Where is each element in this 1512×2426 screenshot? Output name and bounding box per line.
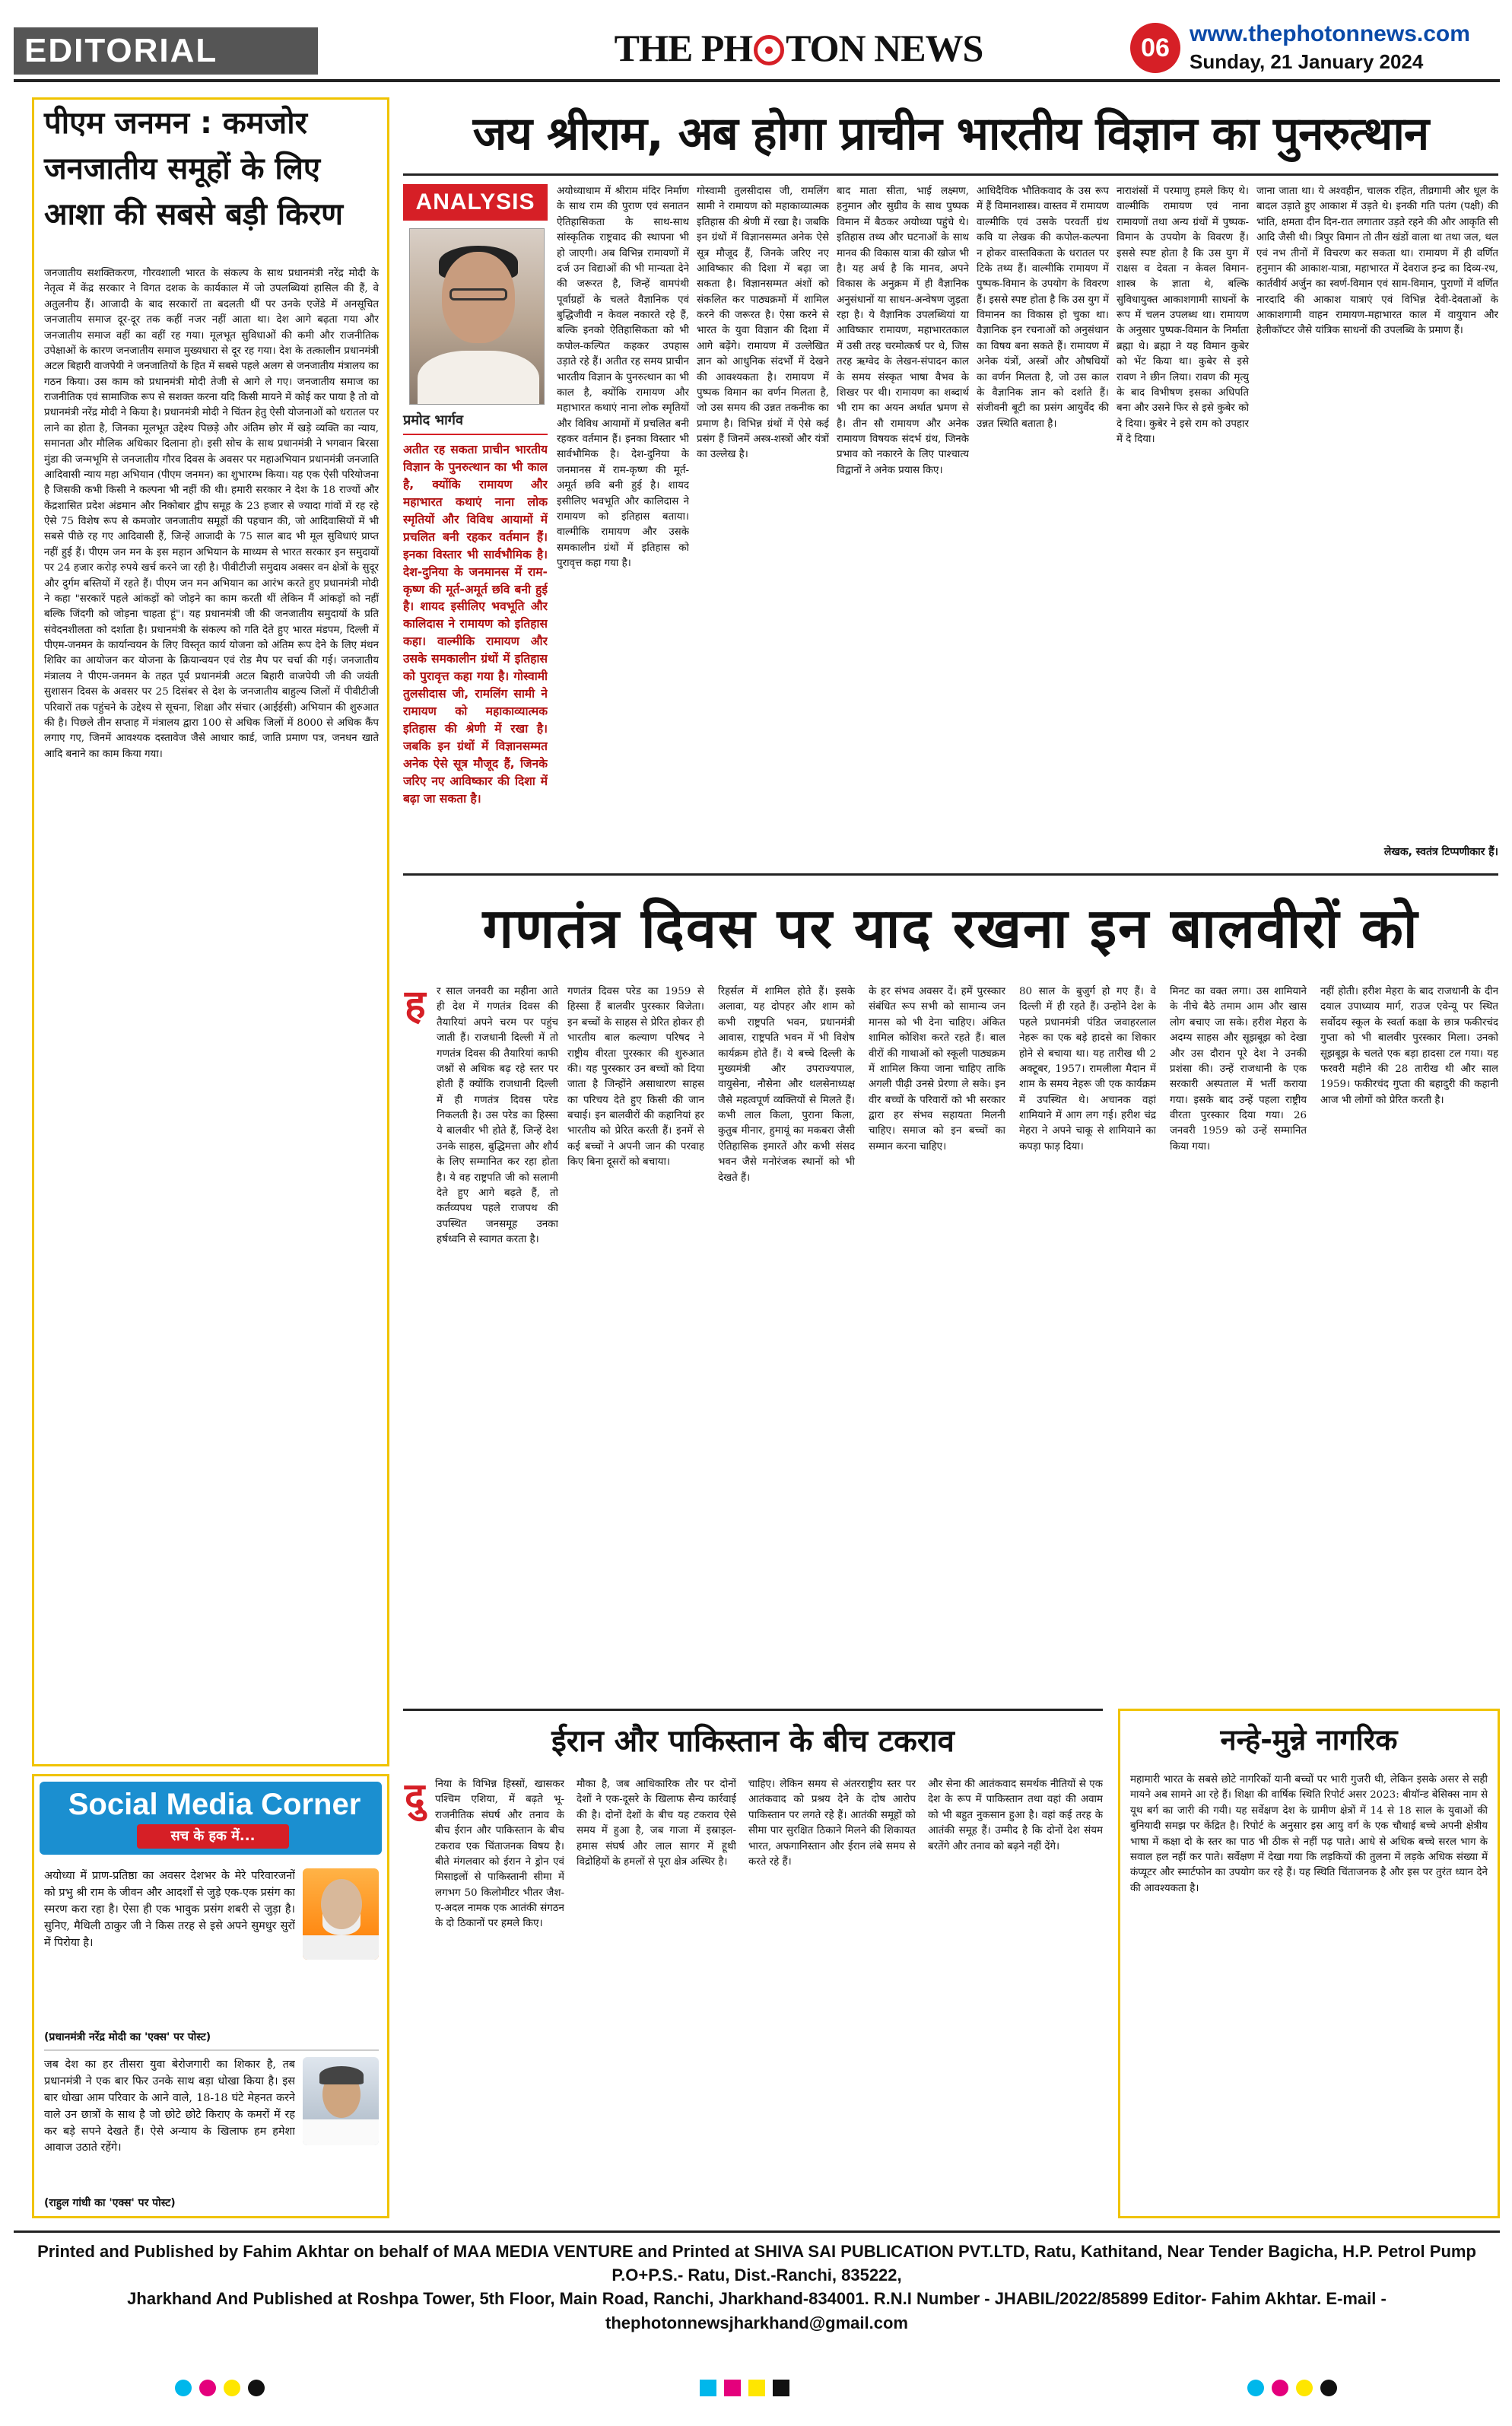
republic-column: 80 साल के बुजुर्ग हो गए हैं। वे दिल्ली में ही रहते हैं। उन्होंने देश के पहले प्रधानमंत्री पंडित जवाहरलाल नेहरू का एक बड़े हादसे का शिकार होने से बचाया था। यह तारीख थी 2 अक्टूबर, 1957। रामलीला मैदान में शाम के समय नेहरू जी एक कार्यक्रम में उपस्थित थे। अचानक वहां शामियाने में आग लग गई। हरीश चंद्र मेहरा ने अपने चाकू से शामियाने का कपड़ा फाड़ दिया।	[1019, 986, 1156, 1153]
iran-column: निया के विभिन्न हिस्सों, खासकर पश्चिम एशिया, में बढ़ते भू-राजनीतिक संघर्ष और तनाव के बीच ईरान और पाकिस्तान के बीच टकराव एक चिंताजनक विषय है। बीते मंगलवार को ईरान ने ड्रोन एवं मिसाइलों से पाकिस्तानी सीमा में लगभग 50 किलोमीटर भीतर जैश-ए-अदल नामक एक आतंकी संगठन के दो ठिकानों पर हमले किए।	[435, 1779, 564, 1930]
brand-right: TON NEWS	[786, 27, 983, 69]
magenta-square-icon	[724, 2380, 741, 2396]
magenta-dot-icon	[1272, 2380, 1288, 2396]
masthead-divider	[14, 79, 1500, 82]
black-dot-icon	[1320, 2380, 1337, 2396]
section-divider	[403, 873, 1498, 876]
social-media-title: Social Media Corner	[68, 1788, 361, 1821]
yellow-dot-icon	[224, 2380, 240, 2396]
drop-cap: दु	[405, 1775, 425, 1819]
website-link[interactable]: www.thephotonnews.com	[1190, 21, 1470, 46]
avatar	[303, 2057, 379, 2145]
cyan-dot-icon	[1247, 2380, 1264, 2396]
yellow-square-icon	[748, 2380, 765, 2396]
cyan-square-icon	[700, 2380, 716, 2396]
analysis-headline[interactable]: जय श्रीराम, अब होगा प्राचीन भारतीय विज्ञान का पुनरुत्थान	[472, 107, 1429, 161]
republic-column: मिनट का वक्त लगा। उस शामियाने के नीचे बैठे तमाम आम और खास लोग बचाए जा सके। हरीश मेहरा के अदम्य साहस और सूझबूझ को देखा और उस दौरान पूरे देश ने उनकी प्रशंसा की। उन्हें राजधानी के एक सरकारी अस्पताल में भर्ती कराया गया। इसके बाद उन्हें पहला राष्ट्रीय वीरता पुरस्कार दिया गया। 26 जनवरी 1959 को उन्हें सम्मानित किया गया।	[1170, 986, 1307, 1153]
issue-date: Sunday, 21 January 2024	[1190, 50, 1424, 73]
avatar	[303, 1868, 379, 1960]
author-name: प्रमोद भार्गव	[403, 412, 463, 428]
brand-left: THE PH	[614, 27, 753, 69]
post-attribution: (प्रधानमंत्री नरेंद्र मोदी का 'एक्स' पर पोस्ट)	[44, 2031, 211, 2043]
page-number: 06	[1130, 23, 1180, 73]
headline-divider	[403, 173, 1498, 176]
photon-o-icon	[754, 35, 784, 65]
iran-pakistan-headline[interactable]: ईरान और पाकिस्तान के बीच टकराव	[551, 1724, 955, 1759]
drop-cap: ह	[405, 982, 426, 1028]
analysis-label: ANALYSIS	[403, 184, 548, 221]
registration-marks	[0, 2374, 1512, 2404]
republic-column: गणतंत्र दिवस परेड का 1959 से हिस्सा हैं बालवीर पुरस्कार विजेता। इन बच्चों के साहस से प्रेरित होकर ही भारतीय बाल कल्याण परिषद ने राष्ट्रीय वीरता पुरस्कार की शुरुआत की। यह पुरस्कार उन बच्चों को दिया जाता है जिन्होंने असाधारण साहस का परिचय देते हुए किसी की जान बचाई। इन बालवीरों की कहानियां हर भारतीय को प्रेरित करती हैं। इनमें से कई बच्चों ने अपनी जान की परवाह किए बिना दूसरों को बचाया।	[567, 986, 704, 1168]
section-tag: EDITORIAL	[14, 27, 318, 75]
republic-column: नहीं होती। हरीश मेहरा के बाद राजधानी के दीन दयाल उपाध्याय मार्ग, राउज एवेन्यू पर स्थित सर्वोदय स्कूल के स्वर्ता कक्षा के छात्र फकीरचंद गुप्ता को भी बालवीर पुरस्कार मिला। उनको सूझबूझ के चलते एक बड़ा हादसा टल गया। यह फरवरी महीने की 28 तारीख थी और साल 1959। फकीरचंद गुप्ता की बहादुरी की कहानी आज भी लोगों को प्रेरित करती है।	[1320, 986, 1498, 1106]
social-media-tagline: सच के हक में...	[137, 1824, 289, 1849]
author-divider	[403, 434, 548, 435]
republic-column: र साल जनवरी का महीना आते ही देश में गणतंत्र दिवस की तैयारियां अपने चरम पर पहुंच जाती हैं। राजधानी दिल्ली में तो गणतंत्र दिवस की तैयारियां काफी जश्नों से अधिक बढ़ रहे स्तर पर होती हैं क्योंकि राजधानी दिल्ली में ही गणतंत्र दिवस परेड निकलती है। उस परेड का हिस्सा ये बालवीर भी होते हैं, जिन्हें देश उनके साहस, बुद्धिमत्ता और शौर्य के लिए सम्मानित कर रहा होता है। ये वह राष्ट्रपति जी को सलामी देते हुए आगे बढ़ते हैं, तो कर्तव्यपथ पहले राजपथ की उपस्थित जनसमूह उनका हर्षध्वनि से स्वागत करता है।	[437, 986, 558, 1245]
post-divider	[44, 2049, 379, 2051]
imprint-line	[14, 2240, 1500, 2335]
citizens-headline[interactable]: नन्हे-मुन्ने नागरिक	[1220, 1723, 1398, 1757]
iran-column: मौका है, जब आधिकारिक तौर पर दोनों देशों ने एक-दूसरे के खिलाफ सैन्य कार्रवाई की है। दोनों देशों के बीच यह टकराव ऐसे समय में हुआ है, जब गाजा में इस्राइल-हमास संघर्ष और लाल सागर में हूथी विद्रोहियों के हमलों से पूरा क्षेत्र अस्थिर है।	[577, 1779, 736, 1868]
social-post: अयोध्या में प्राण-प्रतिष्ठा का अवसर देशभर के मेरे परिवारजनों को प्रभु श्री राम के जीवन और आदर्शों से जुड़े एक-एक प्रसंग का स्मरण करा रहा है। ऐसा ही एक भावुक प्रसंग शबरी से जुड़ा है। सुनिए, मैथिली ठाकुर जी ने किस तरह से इसे अपने सुमधुर सुरों में पिरोया है।	[44, 1870, 295, 1949]
imprint-line-1: Printed and Published by Fahim Akhtar on behalf of MAA MEDIA VENTURE and Printed at SHIVA SAI PUBLICATION PVT.LTD, Ratu, Kathitand, Near Tender Bagicha, H.P. Petrol Pump P.O+P.S.- Ratu, Dist.-Ranchi, 835222,	[37, 2242, 1476, 2285]
imprint-line-2: Jharkhand And Published at Roshpa Tower, 5th Floor, Main Road, Ranchi, Jharkhand-834001. R.N.I Number - JHABIL/2022/85899 Editor- Fahim Akhtar. E-mail - thephotonnewsjharkhand@gmail.com	[127, 2289, 1387, 2332]
republic-column: के हर संभव अवसर दें। हमें पुरस्कार संबंधित रूप सभी को सामान्य जन मानस को भी देना चाहिए। अंकित शामिल कोशिश करते रहते हैं। बाल वीरों की गाथाओं को स्कूली पाठ्यक्रम में शामिल किया जाना चाहिए ताकि अगली पीढ़ी उनसे प्रेरणा ले सके। इन वीर बच्चों के परिवारों को भी सरकार द्वारा हर संभव सहायता मिलनी चाहिए। समाज को इन बच्चों का सम्मान करना चाहिए।	[869, 986, 1005, 1153]
pm-janman-body: जनजातीय सशक्तिकरण, गौरवशाली भारत के संकल्प के साथ प्रधानमंत्री नरेंद्र मोदी के नेतृत्व में केंद्र सरकार ने विगत दशक के कार्यकाल में जो उपलब्धियां हासिल की हैं, वे अतुलनीय हैं। आजादी के बाद सरकारों ता बदलती थीं पर उनके एजेंडे में अनसूचित जनजातीय समाज दूर-दूर तक कहीं नजर नहीं आता था। देश आगे बढ़ता गया और जनजातीय समाज वहीं का वहीं रह गया। मूलभूत सुविधाओं की कमी और राजनीतिक उपेक्षाओं के कारण जनजातीय समाज मुख्यधारा से दूर रह गया। देश के तत्कालीन प्रधानमंत्री अटल बिहारी वाजपेयी ने जनजातियों के हित में सबसे पहले अलग से जनजातीय मंत्रालय का गठन किया। उस काम को प्रधानमंत्री मोदी तेजी से आगे ले गए। जनजातीय समाज का राजनीतिक एवं सामाजिक रूप से सशक्त करना यदि किसी मायने में कोई कर पाया है तो वो प्रधानमंत्री नरेंद्र मोदी ने किया है। प्रधानमंत्री मोदी ने चिंतन हेतु ऐसी योजनाओं को धरातल पर लाने का होता है, जिनका मूलभूत उद्देश्य पिछड़े और अंतिम छोर में खड़े व्यक्ति का न्याय, समानता और मौलिक अधिकार दिलाना हो। इसी सोच के साथ प्रधानमंत्री ने भगवान बिरसा मुंडा की जन्मभूमि से जनजातीय गौरव दिवस के अवसर पर महाअभियान प्रधानमंत्री जनजाति आदिवासी न्याय महा अभियान (पीएम जनमन) का शुभारम्भ किया। यह एक ऐसी परियोजना है जिसकी कभी किसी ने कल्पना भी नहीं की थी। हमारी सरकार ने देश के 18 राज्यों और केंद्रशासित प्रदेश अंडमान और निकोबार द्वीप समूह के 23 हजार से ज्यादा गांवों में रह रहे ऐसे 75 विशेष रूप से कमजोर जनजातीय समूहों की पहचान की, जो आदिवासियों में भी सबसे पीछे रह गए आदिवासी हैं, जिन्हें आजादी के 75 साल बाद भी मूल सुविधाएं प्राप्त नहीं हुई हैं। पीएम जन मन के इस महान अभियान के माध्यम से भारत सरकार इन समुदायों पर 24 हजार करोड़ रुपये खर्च करने जा रही है। पीवीटीजी समुदाय अक्सर वन क्षेत्रों के सुदूर और दुर्गम बस्तियों में रहते हैं। पीएम जन मन अभियान का आरंभ करते हुए प्रधानमंत्री मोदी ने कहा "सरकारें पहले आंकड़ों को जोड़ने का काम करती थीं लेकिन मैं आंकड़ों को नहीं बल्कि जिंदगी को जोड़ना चाहता हूं"। यह प्रधानमंत्री जी की जनजातीय समुदायों के प्रति संवेदनशीलता को दर्शाता है। प्रधानमंत्री के संकल्प को गति देते हुए भारत मंडपम, दिल्ली में पीएम-जनमन के कार्यान्वयन के लिए विस्तृत कार्य योजना को अंतिम रूप देने के लिए मंथन शिविर का आयोजन कर योजना के क्रियान्वयन एवं रोड मैप पर चर्चा की गई। जनजातीय मंत्रालय ने पीएम-जनमन के तहत पूर्व प्रधानमंत्री अटल बिहारी वाजपेयी जी की जयंती सुशासन दिवस के अवसर पर 25 दिसंबर से देश के जनजातीय बाहुल्य जिलों में पीवीटीजी परिवारों तक पहुंचने के उद्देश्य से सूचना, शिक्षा और संचार (आईईसी) अभियान की शुरुआत की है। पिछले तीन सप्ताह में मंत्रालय द्वारा 100 से अधिक जिलों में 8000 से अधिक कैंप लगाए गए, जिनमें आवश्यक दस्तावेज जैसे आधार कार्ड, जाति प्रमाण पत्र, जनधन खाते आदि बनाने का काम किया गया।	[44, 268, 379, 760]
analysis-column: जाना जाता था। ये अश्वहीन, चालक रहित, तीव्रगामी और धूल के बादल उड़ाते हुए आकाश में उड़ते थे। इनकी गति पतंग (पक्षी) की भांति, क्षमता दीन दिन-रात लगातार उड़ते रहने की और आकृति सी आदि जैसी थी। त्रिपुर विमान तो तीन खंडों वाला था तथा जल, थल एवं नभ तीनों में विचरण कर सकता था। रामायण में ही वर्णित हनुमान की आकाश-यात्रा, महाभारत में देवराज इन्द्र का दिव्य-रथ, कार्तवीर्य अर्जुन का स्वर्ण-विमान एवं साम-विमान, पुराणों में वर्णित नारदादि की आकाश यात्राएं एवं विभिन्न देवी-देवताओं के आकाशगामी वाहन रामायण-महाभारत काल में वायुयान और हेलीकॉप्टर जैसे यांत्रिक साधनों की उपलब्धि के प्रमाण हैं।	[1256, 186, 1498, 337]
pm-janman-headline[interactable]: पीएम जनमन : कमजोर जनजातीय समूहों के लिए आशा की सबसे बड़ी किरण	[44, 106, 344, 232]
social-post: जब देश का हर तीसरा युवा बेरोजगारी का शिकार है, तब प्रधानमंत्री ने एक बार फिर उनके साथ बड़ा धोखा किया है। इस बार धोखा आम परिवार के आने वाले, 18-18 घंटे मेहनत करने वाले उन छात्रों के साथ है जो छोटे छोटे किराए के कमरों में रह कर बड़े सपने देखते हैं। ऐसे अन्याय के खिलाफ हम हमेशा आवाज उठाते रहेंगे।	[44, 2059, 295, 2154]
analysis-column: आधिदैविक भौतिकवाद के उस रूप में हैं विमानशास्त्र। वास्तव में रामायण वाल्मीकि एवं उसके परवर्ती ग्रंथ कवि या लेखक की कपोल-कल्पना न होकर वास्तविकता के धरातल पर टिके तथ्य हैं। वाल्मीकि रामायण में पुष्पक-विमान के उपयोग के विवरण हैं। इससे स्पष्ट होता है कि उस युग में विमानन का विकास हो चुका था। वैज्ञानिक इन रचनाओं को अनुसंधान का विषय बना सकते हैं। रामायण में अनेक यंत्रों, अस्त्रों और औषधियों का वर्णन मिलता है, जो उस काल के वैज्ञानिक ज्ञान को दर्शाते हैं। संजीवनी बूटी का प्रसंग आयुर्वेद की उन्नत स्थिति बताता है।	[977, 186, 1109, 430]
analysis-column: गोस्वामी तुलसीदास जी, रामलिंग सामी ने रामायण को महाकाव्यात्मक इतिहास की श्रेणी में रखा है। जबकि इन ग्रंथों में विज्ञानसम्मत अनेक ऐसे सूत्र मौजूद हैं, जिनके जरिए नए आविष्कार की दिशा में बढ़ा जा सकता है। विज्ञानसम्मत अंशों को संकलित कर पाठ्यक्रमों में शामिल करने की जरूरत है। ऐसा करने से भारत के युवा विज्ञान की दिशा में आगे बढ़ेंगे। रामायण में उल्लेखित ज्ञान को आधुनिक संदर्भों में देखने की आवश्यकता है। रामायण में पुष्पक विमान का वर्णन मिलता है, जो उस समय की उन्नत तकनीक का प्रमाण है। विभिन्न ग्रंथों में ऐसे कई प्रसंग हैं जिनमें अस्त्र-शस्त्रों और यंत्रों का उल्लेख है।	[697, 186, 829, 461]
author-photo	[409, 228, 545, 405]
post-attribution: (राहुल गांधी का 'एक्स' पर पोस्ट)	[44, 2197, 176, 2209]
republic-column: रिहर्सल में शामिल होते हैं। इसके अलावा, यह दोपहर और शाम को कभी राष्ट्रपति भवन, प्रधानमंत्री आवास, राष्ट्रपति भवन में भी विशेष कार्यक्रम होते हैं। ये बच्चे दिल्ली के मुख्यमंत्री और उपराज्यपाल, वायुसेना, नौसेना और थलसेनाध्यक्ष जैसे महत्वपूर्ण व्यक्तियों से मिलते हैं। कभी लाल किला, पुराना किला, कुतुब मीनार, हुमायूं का मकबरा जैसी ऐतिहासिक इमारतें और कभी संसद भवन जैसे मनोरंजक स्थानों को भी देखते हैं।	[718, 986, 855, 1184]
newspaper-logo[interactable]	[586, 23, 1012, 73]
pull-quote: अतीत रह सकता प्राचीन भारतीय विज्ञान के पुनरुत्थान का भी काल है, क्योंकि रामायण और महाभारत कथाएं नाना लोक स्मृतियों और विविध आयामों में प्रचलित बनी रहकर वर्तमान हैं। इनका विस्तार भी सार्वभौमिक है। देश-दुनिया के जनमानस में राम-कृष्ण की मूर्त-अमूर्त छवि बनी हुई है। शायद इसीलिए भवभूति और कालिदास ने रामायण को इतिहास कहा। वाल्मीकि रामायण और उसके समकालीन ग्रंथों में इतिहास को पुरावृत्त कहा गया है। गोस्वामी तुलसीदास जी, रामलिंग सामी ने रामायण को महाकाव्यात्मक इतिहास की श्रेणी में रखा है। जबकि इन ग्रंथों में विज्ञानसम्मत अनेक ऐसे सूत्र मौजूद हैं, जिनके जरिए नए आविष्कार की दिशा में बढ़ा जा सकता है।	[403, 443, 548, 806]
analysis-column: बाद माता सीता, भाई लक्ष्मण, हनुमान और सुग्रीव के साथ पुष्पक विमान में बैठकर अयोध्या पहुंचे थे। इतिहास तथ्य और घटनाओं के साथ मानव की विकास यात्रा की खोज भी है। यह अर्थ है कि मानव, अपने विकास के अनुक्रम में ही वैज्ञानिक अनुसंधानों या साधन-अन्वेषण जुड़ता रहा है। ये वैज्ञानिक उपलब्धियां या आविष्कार रामायण, महाभारतकाल में उसी तरह चरमोत्कर्ष पर थे, जिस तरह ऋग्वेद के लेखन-संपादन काल के समय संस्कृत भाषा वैभव के शिखर पर थी। रामायण का शब्दार्थ भी राम का अयन अर्थात भ्रमण से है। तीन सौ रामायण और अनेक रामायण विषयक संदर्भ ग्रंथ, जिनके प्रभाव को नकारने के लिए पाश्चात्य विद्वानों ने अनेक प्रयास किए।	[837, 186, 969, 476]
citizens-body: महामारी भारत के सबसे छोटे नागरिकों यानी बच्चों पर भारी गुजरी थी, लेकिन इसके असर से सही मायने अब सामने आ रहे हैं। शिक्षा की वार्षिक स्थिति रिपोर्ट असर 2023: बीयॉन्ड बेसिक्स नाम से यूथ बर्ग का जारी की गयी। यह सर्वेक्षण देश के ग्रामीण क्षेत्रों में 14 से 18 साल के युवाओं की बुनियादी समझ पर केंद्रित है। रिपोर्ट के अनुसार इस आयु वर्ग के एक चौथाई बच्चे अपनी क्षेत्रीय भाषा में कक्षा दो के स्तर का पाठ भी ठीक से नहीं पढ़ पाते। आधे से अधिक बच्चे सरल भाग के सवाल हल नहीं कर पाते। सर्वेक्षण में देखा गया कि लड़कियों की तुलना में लड़के अधिक संख्या में कंप्यूटर और स्मार्टफोन का उपयोग कर रहे हैं। यह स्थिति चिंताजनक है और इस पर तुरंत ध्यान देने की आवश्यकता है।	[1130, 1774, 1488, 1894]
republic-day-headline[interactable]: गणतंत्र दिवस पर याद रखना इन बालवीरों को	[482, 896, 1419, 960]
author-note: लेखक, स्वतंत्र टिप्पणीकार हैं।	[1383, 846, 1498, 858]
iran-column: चाहिए। लेकिन समय से अंतरराष्ट्रीय स्तर पर आतंकवाद को प्रश्रय देने के दोष आरोप पाकिस्तान पर लगते रहे हैं। आतंकी समूहों को सीमा पार सुरक्षित ठिकाने मिलने की शिकायत भारत, अफगानिस्तान और ईरान लंबे समय से करते रहे हैं।	[748, 1779, 916, 1868]
magenta-dot-icon	[199, 2380, 216, 2396]
section-divider	[403, 1709, 1103, 1711]
yellow-dot-icon	[1296, 2380, 1313, 2396]
black-dot-icon	[248, 2380, 265, 2396]
iran-column: और सेना की आतंकवाद समर्थक नीतियों से एक देश के रूप में पाकिस्तान तथा वहां की अवाम को भी बहुत नुकसान हुआ है। वहां कई तरह के आतंकी समूह हैं। उम्मीद है कि दोनों देश संयम बरतेंगे और तनाव को बढ़ने नहीं देंगे।	[928, 1779, 1103, 1852]
black-square-icon	[773, 2380, 789, 2396]
analysis-column: अयोध्याधाम में श्रीराम मंदिर निर्माण के साथ राम की पुराण एवं सनातन ऐतिहासिकता के साथ-साथ सांस्कृतिक राष्ट्रवाद की स्थापना भी हो जाएगी। अब विभिन्न रामायणों में दर्ज उन विद्याओं की भी मान्यता देने की जरूरत है, जिन्हें वामपंथी पूर्वाग्रहों के चलते वैज्ञानिक एवं बुद्धिजीवी न केवल नकारते रहे हैं, बल्कि इनको ऐतिहासिकता को भी कपोल-कल्पित कहकर उपहास उड़ाते रहे हैं। अतीत रह समय प्राचीन भारतीय विज्ञान के पुनरुत्थान का भी काल है, क्योंकि रामायण और महाभारत कथाएं नाना लोक स्मृतियों और विविध आयामों में प्रचलित बनी रहकर वर्तमान हैं। इनका विस्तार भी सार्वभौमिक है। देश-दुनिया के जनमानस में राम-कृष्ण की मूर्त-अमूर्त छवि बनी हुई है। शायद इसीलिए भवभूति और कालिदास ने रामायण को इतिहास बताया। वाल्मीकि रामायण और उसके समकालीन ग्रंथों में इतिहास को पुरावृत्त कहा गया है।	[557, 186, 689, 569]
analysis-column: नाराशंसों में परमाणु हमले किए थे। वाल्मीकि रामायण एवं नाना रामायणों तथा अन्य ग्रंथों में पुष्पक-विमान के उपयोग के विवरण हैं। इससे स्पष्ट होता है कि उस युग में राक्षस व देवता न केवल विमान-शास्त्र के ज्ञाता थे, बल्कि सुविधायुक्त आकाशगामी साधनों के रूप में चलन उपलब्ध था। रामायण के अनुसार पुष्पक-विमान के निर्माता ब्रह्मा थे। ब्रह्मा ने यह विमान कुबेर को भेंट किया था। कुबेर से इसे रावण ने छीन लिया। रावण की मृत्यु के बाद विभीषण इसका अधिपति बना और उसने फिर से इसे कुबेर को दे दिया। कुबेर ने इसे राम को उपहार में दे दिया।	[1117, 186, 1249, 445]
footer-divider	[14, 2230, 1500, 2233]
cyan-dot-icon	[175, 2380, 192, 2396]
